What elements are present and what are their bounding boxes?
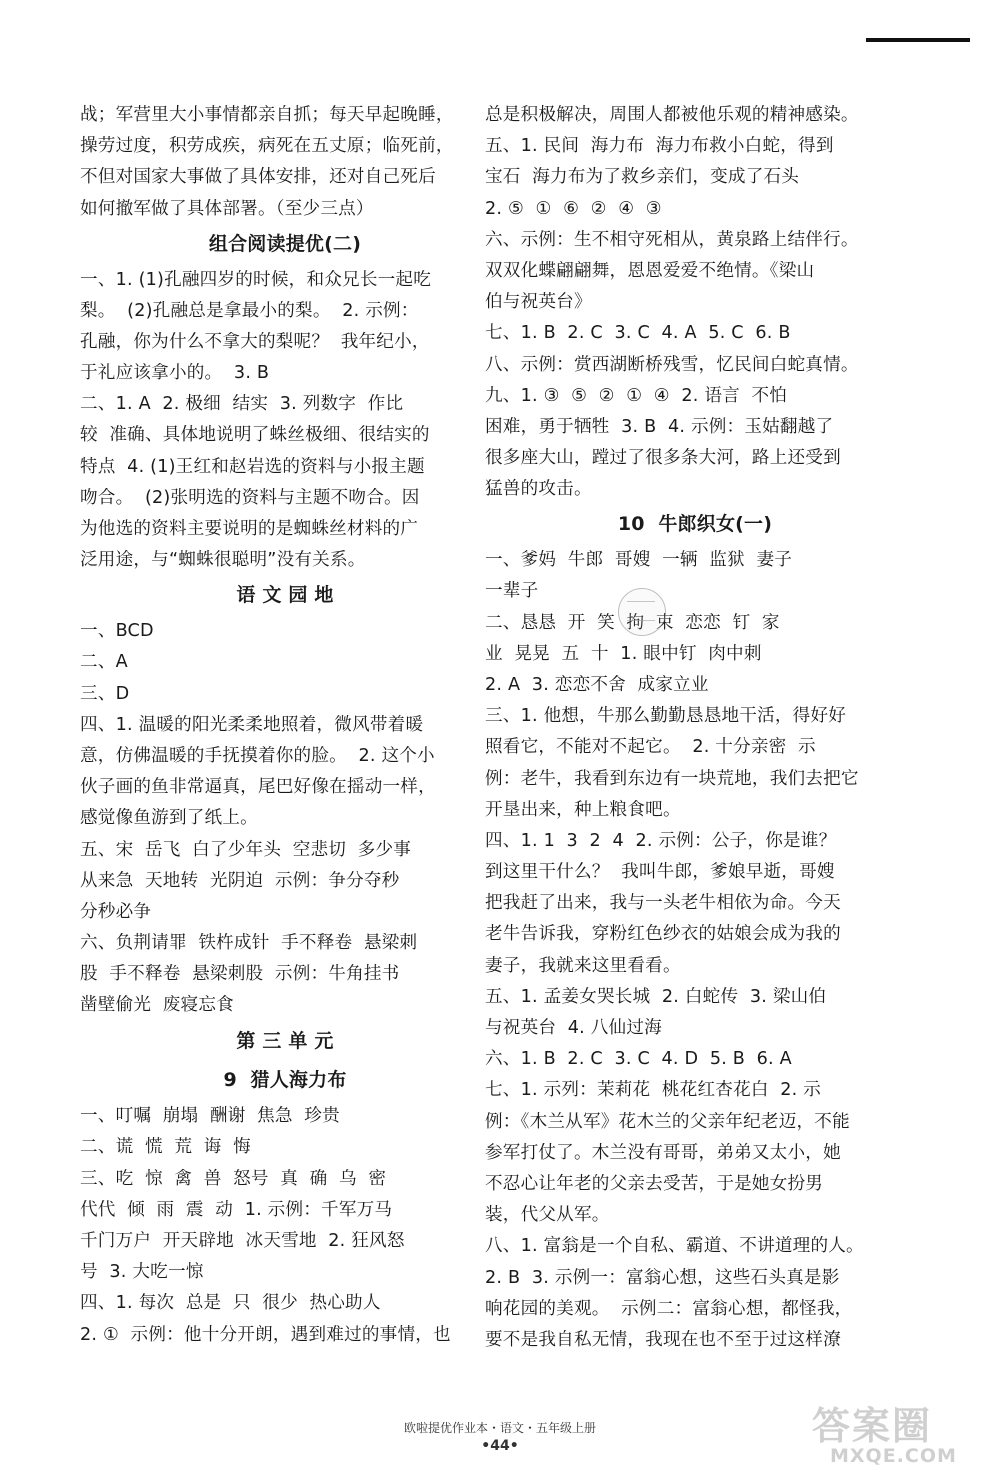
text-line: 特点 4. (1)王红和赵岩选的资料与小报主题	[80, 456, 425, 477]
text-line: 老牛告诉我，穿粉红色纱衣的姑娘会成为我的	[485, 924, 841, 945]
text-line: 分秒必争	[80, 901, 152, 922]
text-line: 2. A 3. 恋恋不舍 成家立业	[485, 674, 709, 695]
text-line: 四、1. 每次 总是 只 很少 热心助人	[80, 1293, 381, 1314]
text-line: 2. ⑤ ① ⑥ ② ④ ③	[485, 198, 662, 219]
book-title: 欧啦提优作业本・语文・五年级上册	[403, 1421, 596, 1435]
text-line: 二、恳恳 开 笑 拘 束 恋恋 钉 家	[485, 612, 780, 633]
section-heading: 9 猎人海力布	[223, 1069, 347, 1092]
section-heading: 组合阅读提优(二)	[208, 232, 362, 255]
text-line: 二、谎 慌 荒 诲 悔	[80, 1137, 251, 1158]
text-line: 2. B 3. 示例一：富翁心想，这些石头真是影	[485, 1267, 840, 1288]
text-line: 业 晃晃 五 十 1. 眼中钉 肉中刺	[485, 643, 762, 664]
text-line: 四、1. 1 3 2 4 2. 示例：公子，你是谁？	[485, 830, 837, 851]
text-line: 九、1. ③ ⑤ ② ① ④ 2. 语言 不怕	[485, 385, 788, 406]
text-line: 代代 倾 雨 震 动 1. 示例：千军万马	[80, 1199, 393, 1220]
text-line: 参军打仗了。木兰没有哥哥，弟弟又太小，她	[485, 1142, 841, 1163]
text-line: 总是积极解决，周围人都被他乐观的精神感染。	[485, 105, 859, 125]
text-line: 三、吃 惊 禽 兽 怒号 真 确 乌 密	[80, 1168, 387, 1189]
text-line: 战；军营里大小事情都亲自抓；每天早起晚睡，	[80, 105, 454, 125]
text-line: 双双化蝶翩翩舞，恩恩爱爱不绝情。《梁山	[485, 260, 815, 281]
text-line: 号 3. 大吃一惊	[80, 1262, 204, 1283]
section-heading: 语 文 园 地	[236, 584, 334, 607]
text-line: 吻合。 (2)张明选的资料与主题不吻合。因	[80, 487, 420, 508]
text-line: 从来急 天地转 光阴迫 示例：争分夺秒	[80, 870, 400, 891]
page-number: •44•	[481, 1438, 519, 1454]
text-line: 响花园的美观。 示例二：富翁心想，都怪我，	[485, 1298, 853, 1319]
text-line: 宝石 海力布为了救乡亲们，变成了石头	[485, 167, 800, 188]
text-line: 为他选的资料主要说明的是蜘蛛丝材料的广	[80, 519, 419, 540]
text-line: 六、示例：生不相守死相从，黄泉路上结伴行。	[485, 229, 859, 250]
text-line: 八、示例：赏西湖断桥残雪，忆民间白蛇真情。	[485, 354, 859, 375]
text-line: 一、1. (1)孔融四岁的时候，和众兄长一起吃	[80, 269, 431, 290]
text-line: 二、1. A 2. 极细 结实 3. 列数字 作比	[80, 394, 404, 415]
text-line: 孔融，你为什么不拿大的梨呢？ 我年纪小，	[80, 331, 430, 352]
text-line: 凿壁偷光 废寝忘食	[80, 995, 234, 1016]
text-line: 伙子画的鱼非常逼真，尾巴好像在摇动一样，	[80, 777, 436, 798]
text-line: 意，仿佛温暖的手抚摸着你的脸。 2. 这个小	[80, 745, 435, 766]
text-line: 泛用途，与“蜘蛛很聪明”没有关系。	[80, 550, 366, 571]
text-line: 四、1. 温暖的阳光柔柔地照着，微风带着暖	[80, 714, 424, 735]
text-line: 困难，勇于牺牲 3. B 4. 示例：玉姑翻越了	[485, 416, 834, 437]
text-line: 八、1. 富翁是一个自私、霸道、不讲道理的人。	[485, 1236, 864, 1257]
text-line: 千门万户 开天辟地 冰天雪地 2. 狂风怒	[80, 1231, 405, 1251]
text-line: 很多座大山，蹚过了很多条大河，路上还受到	[485, 448, 841, 469]
text-line: 猛兽的攻击。	[485, 479, 592, 500]
text-line: 一辈子	[485, 581, 539, 602]
text-line: 六、负荆请罪 铁杵成针 手不释卷 悬梁刺	[80, 933, 418, 954]
text-line: 梨。 (2)孔融总是拿最小的梨。 2. 示例：	[80, 300, 419, 321]
text-line: 五、1. 孟姜女哭长城 2. 白蛇传 3. 梁山伯	[485, 986, 827, 1007]
text-line: 操劳过度，积劳成疾，病死在五丈原；临死前，	[80, 136, 454, 157]
text-line: 不但对国家大事做了具体安排，还对自己死后	[80, 167, 436, 188]
text-line: 与祝英台 4. 八仙过海	[485, 1018, 662, 1039]
watermark	[812, 1404, 982, 1466]
section-heading: 第 三 单 元	[236, 1029, 334, 1052]
text-line: 妻子，我就来这里看看。	[485, 955, 681, 976]
text-line: 照看它，不能对不起它。 2. 十分亲密 示	[485, 737, 816, 758]
text-line: 要不是我自私无情，我现在也不至于过这样潦	[485, 1329, 841, 1350]
text-line: 伯与祝英台》	[485, 292, 592, 313]
text-line: 到这里干什么？ 我叫牛郎，爹娘早逝，哥嫂	[485, 862, 835, 883]
stamp-mark	[618, 588, 666, 636]
text-line: 股 手不释卷 悬梁刺股 示例：牛角挂书	[80, 964, 400, 985]
text-line: 感觉像鱼游到了纸上。	[80, 808, 258, 829]
text-line: 装，代父从军。	[485, 1205, 610, 1226]
text-line: 把我赶了出来，我与一头老牛相依为命。今天	[485, 893, 841, 914]
text-line: 开垦出来，种上粮食吧。	[485, 799, 681, 820]
text-line: 一、叮嘱 崩塌 酬谢 焦急 珍贵	[80, 1106, 340, 1127]
text-line: 五、1. 民间 海力布 海力布救小白蛇，得到	[485, 136, 834, 157]
top-rule	[866, 38, 970, 42]
text-line: 七、1. 示列：茉莉花 桃花红杏花白 2. 示	[485, 1080, 822, 1101]
text-line: 六、1. B 2. C 3. C 4. D 5. B 6. A	[485, 1049, 792, 1070]
text-line: 较 准确、具体地说明了蛛丝极细、很结实的	[80, 425, 430, 446]
text-line: 于礼应该拿小的。 3. B	[80, 363, 270, 384]
text-line: 五、宋 岳飞 白了少年头 空悲切 多少事	[80, 839, 412, 860]
text-line: 一、BCD	[80, 621, 154, 642]
watermark-logo: 答案圈	[812, 1404, 933, 1448]
text-line: 三、D	[80, 683, 130, 704]
text-line: 如何撤军做了具体部署。（至少三点）	[80, 198, 374, 219]
text-line: 2. ① 示例：他十分开朗，遇到难过的事情，也	[80, 1324, 451, 1345]
text-line: 三、1. 他想，牛那么勤勤恳恳地干活，得好好	[485, 706, 847, 727]
right-column	[485, 100, 905, 1356]
watermark-url: MXQE.COM	[830, 1445, 957, 1467]
section-heading: 10 牛郎织女(一)	[617, 513, 773, 536]
text-line: 例：《木兰从军》花木兰的父亲年纪老迈，不能	[485, 1111, 850, 1132]
left-column	[80, 100, 490, 1351]
text-line: 二、A	[80, 652, 128, 673]
text-line: 一、爹妈 牛郎 哥嫂 一辆 监狱 妻子	[485, 550, 793, 571]
text-line: 例：老牛，我看到东边有一块荒地，我们去把它	[485, 768, 859, 789]
text-line: 七、1. B 2. C 3. C 4. A 5. C 6. B	[485, 323, 791, 344]
text-line: 不忍心让年老的父亲去受苦，于是她女扮男	[485, 1173, 824, 1194]
